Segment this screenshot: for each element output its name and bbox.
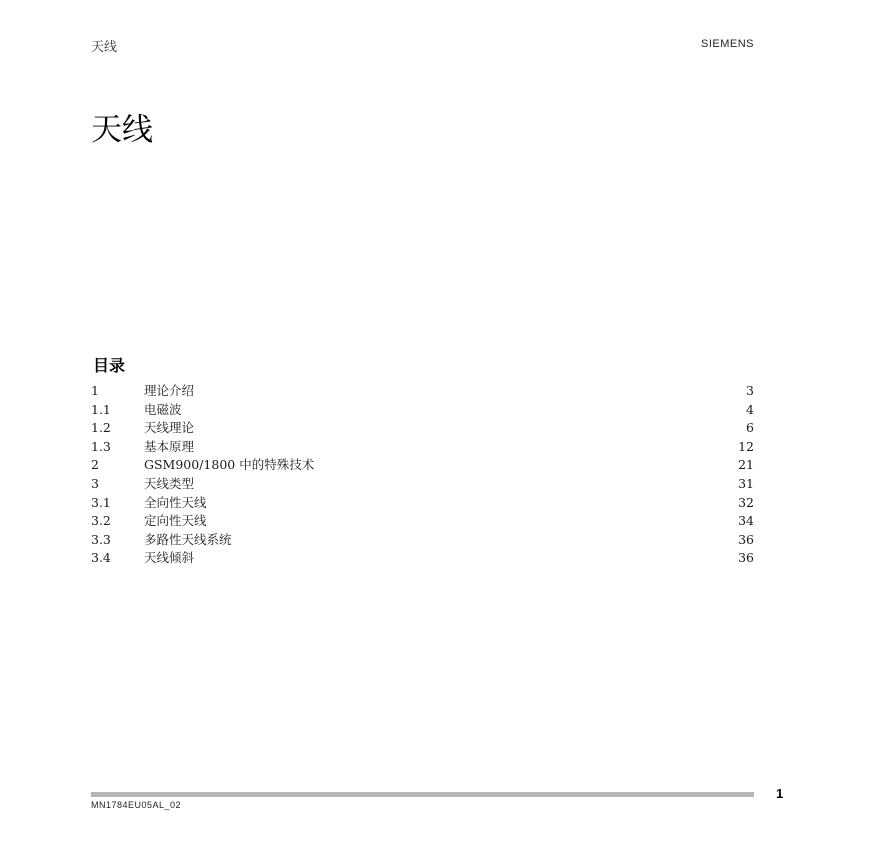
- toc-entry-label: 天线理论: [144, 420, 195, 436]
- toc-entry[interactable]: [91, 494, 754, 513]
- toc-entry-page: 21: [738, 457, 754, 473]
- toc-entry-number: 3.2: [91, 513, 111, 529]
- siemens-logo: SIEMENS: [700, 38, 754, 50]
- toc-entry[interactable]: [91, 401, 754, 420]
- toc-entry[interactable]: [91, 438, 754, 457]
- toc-entry-number: 1.1: [91, 401, 111, 417]
- table-of-contents: [91, 382, 754, 568]
- toc-entry-page: 36: [738, 531, 754, 547]
- toc-heading: 目录: [93, 356, 126, 375]
- toc-entry-label: 天线倾斜: [144, 550, 195, 566]
- toc-entry-number: 3.1: [91, 494, 111, 510]
- toc-entry-label: 电磁波: [144, 401, 182, 417]
- toc-entry-page: 31: [738, 475, 754, 491]
- toc-entry-number: 3.4: [91, 550, 111, 566]
- toc-entry[interactable]: [91, 475, 754, 494]
- toc-entry-page: 36: [738, 550, 754, 566]
- document-title: 天线: [91, 112, 153, 148]
- toc-entry-number: 3: [91, 475, 99, 491]
- toc-entry-label: 理论介绍: [144, 383, 195, 398]
- toc-entry[interactable]: [91, 531, 754, 550]
- toc-entry-number: 2: [91, 457, 99, 473]
- toc-entry[interactable]: [91, 512, 754, 531]
- toc-entry[interactable]: [91, 382, 754, 401]
- document-code: MN1784EU05AL_02: [91, 800, 182, 810]
- toc-entry-number: 1.2: [91, 420, 111, 436]
- page-number: 1: [776, 786, 784, 801]
- toc-entry-number: 1.3: [91, 438, 111, 454]
- toc-entry[interactable]: [91, 419, 754, 438]
- toc-entry[interactable]: [91, 549, 754, 568]
- toc-entry-label: 全向性天线: [144, 494, 207, 510]
- toc-entry-label: 天线类型: [144, 475, 195, 491]
- toc-entry-page: 12: [738, 438, 754, 454]
- toc-entry-label: GSM900/1800 中的特殊技术: [144, 457, 315, 473]
- toc-entry[interactable]: [91, 456, 754, 475]
- toc-entry-page: 3: [746, 383, 754, 398]
- toc-entry-number: 1: [91, 383, 99, 398]
- footer-divider: [91, 792, 754, 797]
- header-section-title: 天线: [91, 40, 118, 55]
- toc-entry-page: 32: [738, 494, 754, 510]
- toc-entry-number: 3.3: [91, 531, 111, 547]
- toc-entry-page: 6: [746, 420, 754, 436]
- toc-entry-page: 34: [738, 513, 754, 529]
- toc-entry-label: 多路性天线系统: [144, 531, 232, 547]
- toc-entry-label: 定向性天线: [144, 513, 207, 529]
- toc-entry-page: 4: [746, 401, 754, 417]
- toc-entry-label: 基本原理: [144, 438, 195, 454]
